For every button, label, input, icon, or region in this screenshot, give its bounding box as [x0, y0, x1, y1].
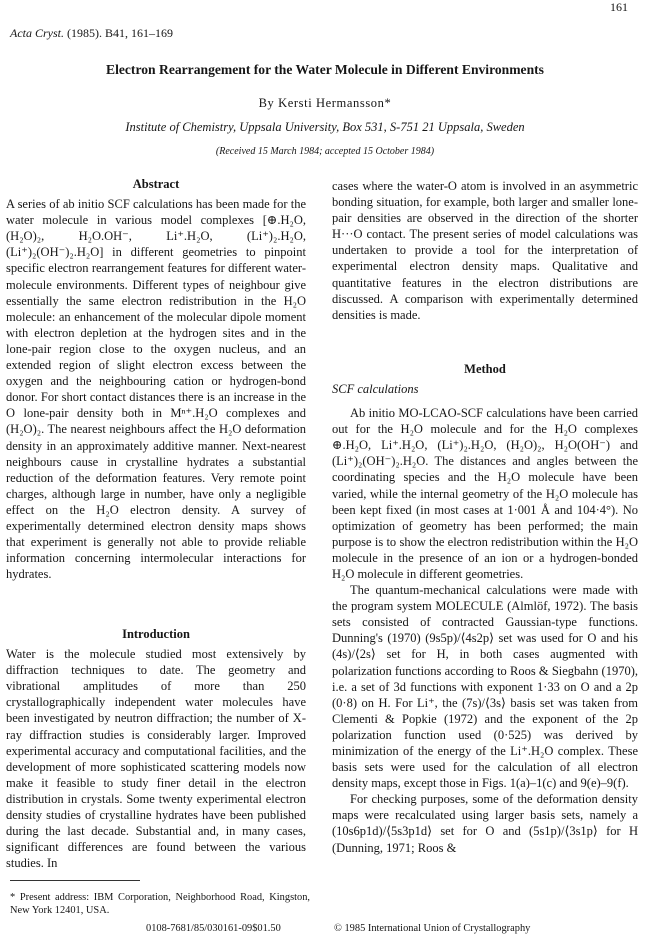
footnote: * Present address: IBM Corporation, Neighborhood Road, Kingston, New York 12401, USA. [10, 892, 310, 916]
introduction-text: Water is the molecule studied most extensively by diffraction techniques to date. The geometry and vibrational amplitudes of more than 250 crystallographically independent water molecules have been investigated by neutron diffraction; the number of X-ray diffraction studies is considerably larger. Improved experimental accuracy and computational facilities, and the development of more sophisticated scattering models now make it feasible to study finer detail in the electron distribution in crystals. Some twenty experimental electron density studies of crystalline hydrates have been published during the last decade. Substantial and, in many cases, significant differences are found between the various studies. In [6, 647, 306, 871]
right-column [332, 178, 638, 856]
journal-name: Acta Cryst. [10, 26, 64, 40]
article-title: Electron Rearrangement for the Water Molecule in Different Environments [106, 62, 544, 77]
author-line: By Kersti Hermansson* [258, 96, 392, 110]
abstract-section [6, 176, 306, 582]
abstract-heading: Abstract [132, 177, 180, 191]
page-number: 161 [610, 0, 628, 14]
introduction-section [6, 626, 306, 871]
scf-paragraph-2: The quantum-mechanical calculations were made with the program system MOLECULE (Almlöf, 1972). The basis sets consisted of contracted Gaussian-type functions. Dunning's (1970) (9s5p)/⟨4s2p⟩ set was used for O and his (4s)/⟨2s⟩ set for H, in both cases augmented with polarization functions according to Roos & Siegbahn (1970), i.e. a set of 3d functions with exponent 1·33 on O and a 2p (0·8) on H. For Li⁺, the (7s)/⟨3s⟩ basis set was taken from Clementi & Popkie (1972) and the exponent of the 2p polarization function used (0·525) was derived by minimization of the energy of the Li⁺.H₂O complex. These basis sets were used for the calculation of all electron density maps, except those in Figs. 1(a)–1(c) and 9(e)–9(f). [332, 583, 638, 791]
footnote-divider [10, 880, 140, 881]
abstract-text: A series of ab initio SCF calculations has been made for the water molecule in various model complexes [⊕.H₂O, (H₂O)₂, H₂O.OH⁻, Li⁺.H₂O, (Li⁺)₂.H₂O, (Li⁺)₂(OH⁻)₂.H₂O] in different geometries to pinpoint specific electron rearrangement features for different water-molecule environments. Different types of neighbour give essentially the same electron redistribution in the H₂O molecule: an enhancement of the molecular dipole moment with electron depletion at the hydrogen sites and in the lone-pair region close to the oxygen nucleus, and an extended region of slight electron excess between the oxygen and the neighbouring cation or hydrogen-bond donor. For short contact distances there is an increase in the O lone-pair density both in Mⁿ⁺.H₂O complexes and (H₂O)₂. The nearest neighbours affect the H₂O deformation density in an approximately additive manner. Next-nearest neighbours cause in crystalline hydrates a substantial reduction of the deformation features. Very remote point charges, although large in number, have only a negligible effect on the H₂O electron density. A survey of experimentally determined electron density maps shows that experiment is generally not able to provide reliable information concerning intermolecular interactions for hydrates. [6, 197, 306, 582]
scf-subheading: SCF calculations [332, 381, 419, 396]
issn-line: 0108-7681/85/030161-09$01.50 [146, 923, 281, 934]
scf-paragraph-3: For checking purposes, some of the deformation density maps were recalculated using larger basis sets, namely a (10s6p1d)/⟨5s3p1d⟩ set for O and (5s1p)/⟨3s1p⟩ for H (Dunning, 1971; Roos & [332, 792, 638, 855]
journal-reference [10, 26, 173, 41]
method-heading: Method [464, 361, 506, 376]
copyright-line: © 1985 International Union of Crystallography [334, 923, 531, 934]
journal-citation: (1985). B41, 161–169 [64, 26, 173, 40]
intro-continuation: cases where the water-O atom is involved in an asymmetric bonding situation, for example, both larger and smaller lone-pair densities are observed in the direction of the shorter H···O contact. The present series of model calculations was undertaken to provide a tool for the interpretation of experimental electron density maps. Qualitative and quantitative features in the electron distributions are discussed. A comparison with experimentally determined densities is made. [332, 179, 638, 322]
introduction-heading: Introduction [122, 627, 190, 641]
affiliation: Institute of Chemistry, Uppsala University, Box 531, S-751 21 Uppsala, Sweden [125, 120, 525, 134]
received-dates: (Received 15 March 1984; accepted 15 October 1984) [215, 146, 435, 157]
scf-paragraph-1: Ab initio MO-LCAO-SCF calculations have been carried out for the H₂O molecule and for the H₂O complexes ⊕.H₂O, Li⁺.H₂O, (Li⁺)₂.H₂O, (H₂O)₂, H₂O(OH⁻) and (Li⁺)₂(OH⁻)₂.H₂O. The distances and angles between the coordinating species and the H₂O molecule have been varied, while the internal geometry of the H₂O molecule has been kept fixed (in most cases at 1·001 Å and 104·4°). No optimization of geometry has been performed; the main purpose is to show the electron redistribution within the H₂O molecule in the presence of an ion or a hydrogen-bonded H₂O molecule in different geometries. [332, 406, 638, 581]
